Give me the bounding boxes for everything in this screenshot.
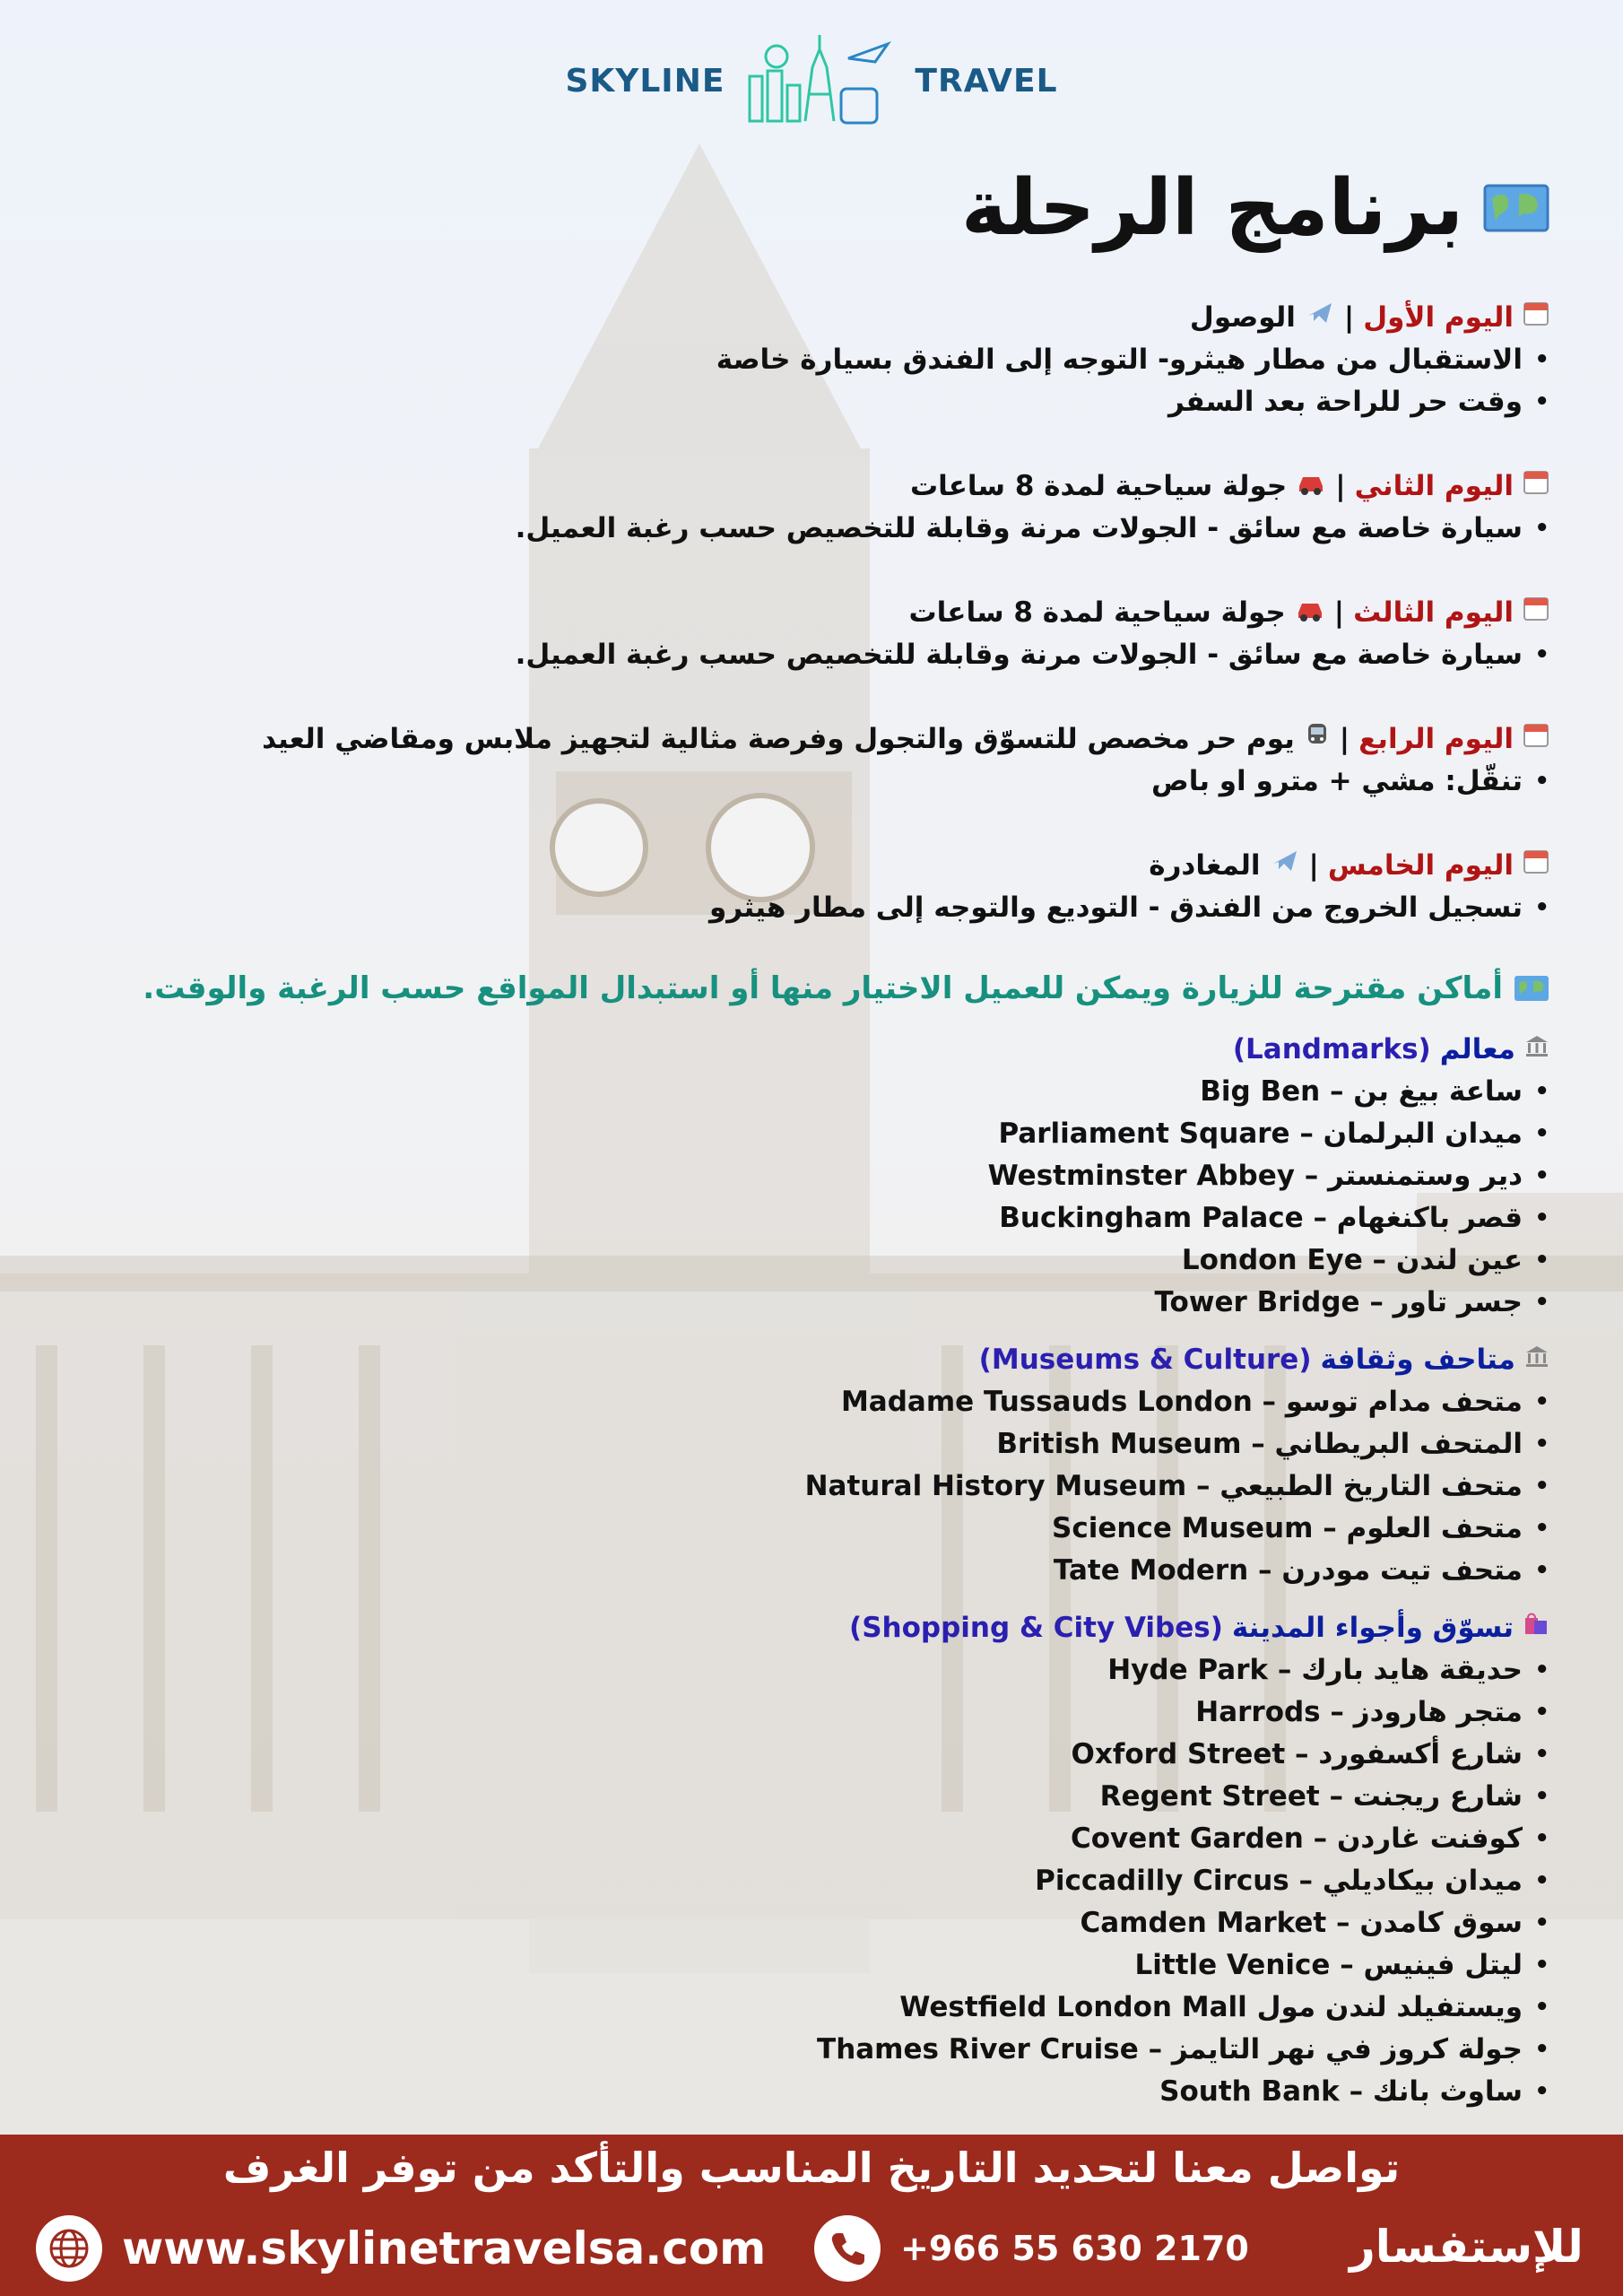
list-item: • وقت حر للراحة بعد السفر xyxy=(36,381,1549,423)
day-block xyxy=(36,591,1549,676)
phone-link[interactable] xyxy=(814,2215,1249,2282)
category-subtitle: (Shopping & City Vibes) xyxy=(849,1612,1223,1644)
category-items xyxy=(36,1071,1549,1324)
museum-icon xyxy=(1524,1338,1549,1381)
day-name: اليوم الثالث xyxy=(1353,596,1514,629)
list-item: • متحف مدام توسو – Madame Tussauds London xyxy=(36,1381,1549,1423)
day-heading xyxy=(36,718,1549,761)
day-heading xyxy=(36,465,1549,508)
category-title: تسوّق وأجواء المدينة xyxy=(1231,1612,1514,1644)
shopping-bags-icon xyxy=(1523,1606,1549,1649)
day-label: جولة سياحية لمدة 8 ساعات xyxy=(908,596,1286,629)
list-item: • متجر هارودز – Harrods xyxy=(36,1692,1549,1734)
page-title-text: برنامج الرحلة xyxy=(960,163,1463,253)
day-separator: | xyxy=(1335,470,1346,502)
list-item: • قصر باكنغهام – Buckingham Palace xyxy=(36,1197,1549,1239)
page-title xyxy=(961,163,1549,253)
day-separator: | xyxy=(1333,596,1345,629)
suggestions-text: أماكن مقترحة للزيارة ويمكن للعميل الاختيار منها أو استبدال المواقع حسب الرغبة والوقت. xyxy=(143,970,1503,1006)
list-item: • ساوث بانك – South Bank xyxy=(36,2071,1549,2113)
day-block xyxy=(36,844,1549,929)
itinerary xyxy=(36,296,1549,2113)
list-item: • سوق كامدن – Camden Market xyxy=(36,1902,1549,1944)
list-item: • ساعة بيغ بن – Big Ben xyxy=(36,1071,1549,1113)
list-item: • سيارة خاصة مع سائق - الجولات مرنة وقابلة للتخصيص حسب رغبة العميل. xyxy=(36,634,1549,676)
day-name: اليوم الثاني xyxy=(1354,470,1514,502)
list-item: • دير وستمنستر – Westminster Abbey xyxy=(36,1155,1549,1197)
brand-name-right: TRAVEL xyxy=(915,62,1058,100)
brand-name-left: SKYLINE xyxy=(565,62,725,100)
suggestions-heading xyxy=(36,963,1549,1013)
world-map-icon xyxy=(1514,974,1549,1003)
footer-banner xyxy=(0,2135,1623,2296)
category-title: معالم xyxy=(1439,1033,1515,1065)
list-item: • عين لندن – London Eye xyxy=(36,1239,1549,1282)
list-item: • كوفنت غاردن – Covent Garden xyxy=(36,1818,1549,1860)
category-block xyxy=(36,1338,1549,1592)
list-item: • ميدان البرلمان – Parliament Square xyxy=(36,1113,1549,1155)
travel-logo-icon xyxy=(741,31,898,130)
day-items xyxy=(36,761,1549,803)
day-items xyxy=(36,634,1549,676)
airplane-icon xyxy=(1270,844,1300,887)
category-subtitle: (Museums & Culture) xyxy=(978,1344,1312,1376)
day-separator: | xyxy=(1343,301,1355,334)
list-item: • المتحف البريطاني – British Museum xyxy=(36,1423,1549,1465)
day-label: الوصول xyxy=(1189,301,1296,334)
category-title: متاحف وثقافة xyxy=(1320,1344,1515,1376)
day-items xyxy=(36,339,1549,423)
list-item: • جسر تاور – Tower Bridge xyxy=(36,1282,1549,1324)
list-item: • متحف العلوم – Science Museum xyxy=(36,1508,1549,1550)
list-item: • شارع أكسفورد – Oxford Street xyxy=(36,1734,1549,1776)
day-heading xyxy=(36,591,1549,634)
calendar-icon xyxy=(1523,591,1549,634)
list-item: • شارع ريجنت – Regent Street xyxy=(36,1776,1549,1818)
category-subtitle: (Landmarks) xyxy=(1232,1033,1431,1065)
calendar-icon xyxy=(1523,844,1549,887)
day-separator: | xyxy=(1339,723,1350,755)
calendar-icon xyxy=(1523,718,1549,761)
day-block xyxy=(36,296,1549,423)
day-name: اليوم الرابع xyxy=(1358,723,1514,755)
brand-logo xyxy=(0,27,1623,135)
list-item: • متحف التاريخ الطبيعي – Natural History Museum xyxy=(36,1465,1549,1508)
list-item: • سيارة خاصة مع سائق - الجولات مرنة وقابلة للتخصيص حسب رغبة العميل. xyxy=(36,508,1549,550)
category-items xyxy=(36,1649,1549,2113)
car-icon xyxy=(1295,591,1325,634)
world-map-icon xyxy=(1483,182,1549,234)
contact-row xyxy=(0,2215,1623,2283)
day-block xyxy=(36,465,1549,550)
list-item: • متحف تيت مودرن – Tate Modern xyxy=(36,1550,1549,1592)
car-icon xyxy=(1296,465,1326,508)
website-text: www.skylinetravelsa.com xyxy=(122,2222,767,2274)
category-heading xyxy=(36,1338,1549,1381)
list-item: • ميدان بيكاديلي – Piccadilly Circus xyxy=(36,1860,1549,1902)
category-block xyxy=(36,1028,1549,1324)
category-block xyxy=(36,1606,1549,2113)
day-name: اليوم الأول xyxy=(1363,301,1514,334)
inquiry-label: للإستفسار xyxy=(1350,2221,1584,2273)
day-label: جولة سياحية لمدة 8 ساعات xyxy=(909,470,1288,502)
day-separator: | xyxy=(1308,849,1319,882)
day-items xyxy=(36,508,1549,550)
metro-icon xyxy=(1304,718,1331,761)
cta-text: تواصل معنا لتحديد التاريخ المناسب والتأكد من توفر الغرف xyxy=(222,2144,1401,2192)
list-item: • ليتل فينيس – Little Venice xyxy=(36,1944,1549,1987)
list-item: • الاستقبال من مطار هيثرو- التوجه إلى الفندق بسيارة خاصة xyxy=(36,339,1549,381)
list-item: • حديقة هايد بارك – Hyde Park xyxy=(36,1649,1549,1692)
day-items xyxy=(36,887,1549,929)
list-item: • تسجيل الخروج من الفندق - التوديع والتوجه إلى مطار هيثرو xyxy=(36,887,1549,929)
day-heading xyxy=(36,296,1549,339)
category-items xyxy=(36,1381,1549,1592)
day-name: اليوم الخامس xyxy=(1327,849,1514,882)
list-item: • ويستفيلد لندن مول Westfield London Mall xyxy=(36,1987,1549,2029)
phone-icon xyxy=(814,2215,881,2282)
category-heading xyxy=(36,1028,1549,1071)
airplane-icon xyxy=(1305,296,1335,339)
day-label: المغادرة xyxy=(1149,849,1261,882)
globe-icon xyxy=(36,2215,102,2282)
day-label: يوم حر مخصص للتسوّق والتجول وفرصة مثالية لتجهيز ملابس ومقاضي العيد xyxy=(262,723,1295,755)
website-link[interactable] xyxy=(36,2215,766,2282)
calendar-icon xyxy=(1523,465,1549,508)
category-heading xyxy=(36,1606,1549,1649)
museum-icon xyxy=(1524,1028,1549,1071)
phone-text: +966 55 630 2170 xyxy=(900,2229,1249,2268)
list-item: • جولة كروز في نهر التايمز – Thames River Cruise xyxy=(36,2029,1549,2071)
day-block xyxy=(36,718,1549,803)
list-item: • تنقّل: مشي + مترو او باص xyxy=(36,761,1549,803)
day-heading xyxy=(36,844,1549,887)
calendar-icon xyxy=(1523,296,1549,339)
